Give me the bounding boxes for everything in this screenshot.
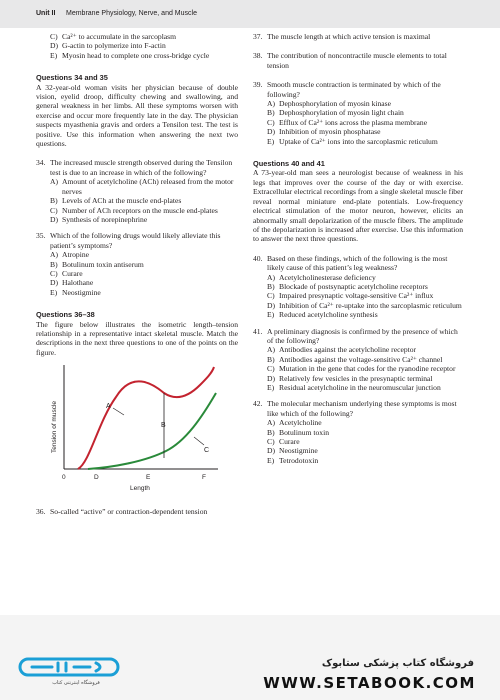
tick-d: D (94, 474, 99, 482)
tick-0: 0 (62, 474, 66, 482)
question-34: 34. The increased muscle strength observed during the Tensilon test is due to an increase in which of the following? (36, 158, 233, 177)
left-column (36, 32, 238, 517)
curve-a (78, 367, 214, 469)
option: A) Dephosphorylation of myosin kinase (267, 99, 391, 109)
header-title: Membrane Physiology, Nerve, and Muscle (66, 10, 197, 17)
option: C) Efflux of Ca²⁺ ions across the plasma membrane (267, 117, 428, 127)
brand-url-link[interactable]: WWW.SETABOOK.COM (263, 674, 476, 692)
option: C) Ca²⁺ to accumulate in the sarcoplasm (50, 32, 177, 41)
section-heading: Questions 34 and 35 (36, 73, 108, 83)
label-a: A (106, 403, 111, 411)
length-tension-figure (36, 357, 226, 497)
case-paragraph: A 73-year-old man sees a neurologist because of weakness in his legs that improves over the course of the day or with exercise. Extracellular electrical recordings from a single skeletal muscle fiber reveal normal miniature end-plate potentials. Low-frequency electrical stimulation of the motor neuron, however, elicits an abnormally small depolarization of the muscle fibers. The amplitude of the depolarization is increased after exercise. Use this information to answer the next three questions. (253, 168, 463, 244)
section-heading: Questions 36–38 (36, 310, 95, 320)
option: E) Residual acetylcholine in the neuromuscular junction (267, 383, 441, 392)
option: B) Dephosphorylation of myosin light chain (267, 108, 404, 118)
option: A) Acetylcholine (267, 418, 322, 428)
option: B) Levels of ACh at the muscle end-plates (50, 196, 182, 206)
option: D) Inhibition of myosin phosphatase (267, 127, 381, 137)
option: E) Uptake of Ca²⁺ ions into the sarcoplasmic reticulum (267, 136, 438, 146)
x-axis-label: Length (130, 485, 150, 493)
option: C) Mutation in the gene that codes for the ryanodine receptor (267, 364, 456, 374)
option: D) G-actin to polymerize into F-actin (50, 41, 166, 51)
question-36: 36. So-called “active” or contraction-dependent tension (36, 507, 208, 517)
question-40-options (253, 273, 463, 320)
pointer-c (194, 437, 204, 445)
question-35: 35. Which of the following drugs would likely alleviate this patient’s symptoms? (36, 231, 221, 250)
pointer-a (113, 408, 124, 415)
question-38: 38. The contribution of noncontractile muscle elements to total tension (253, 51, 447, 70)
header-unit: Unit II (36, 10, 56, 17)
question-39: 39. Smooth muscle contraction is terminated by which of the following? (253, 80, 441, 99)
running-header (0, 0, 500, 28)
length-tension-diagram (36, 357, 226, 497)
option: A) Acetylcholinesterase deficiency (267, 272, 376, 282)
option: D) Synthesis of norepinephrine (50, 214, 148, 224)
option: A) Atropine (50, 250, 89, 260)
right-column (253, 32, 463, 465)
question-40: 40. Based on these findings, which of the following is the most likely cause of this patient’s leg weakness? (253, 253, 448, 273)
figure-intro-paragraph: The figure below illustrates the isometric length–tension relationship in a representative intact skeletal muscle. Match the descriptions in the next three questions to one of the points on the figure. (36, 319, 238, 357)
y-axis-label: Tension of muscle (51, 401, 58, 454)
option: A) Amount of acetylcholine (ACh) released from the motor nerves (50, 177, 234, 196)
option: D) Inhibition of Ca²⁺ re-uptake into the sarcoplasmic reticulum (267, 300, 462, 310)
case-paragraph: A 32-year-old woman visits her physician because of double vision, eyelid droop, difficulty chewing and swallowing, and general weakness in her limbs. All these symptoms worsen with exercise and occur more frequently late in the day. The physician suspects myasthenia gravis and orders a Tensilon test. The test is positive. Use this information when answering the next two questions. (36, 82, 238, 149)
question-35-options (36, 250, 238, 297)
question-41: 41. A preliminary diagnosis is confirmed by the presence of which of the following? (253, 326, 458, 345)
option: E) Tetrodotoxin (267, 455, 319, 465)
option: C) Impaired presynaptic voltage-sensitive Ca²⁺ influx (267, 291, 434, 301)
option: C) Curare (50, 268, 83, 278)
label-b: B (161, 422, 166, 430)
option: E) Reduced acetylcholine synthesis (267, 310, 378, 320)
tick-f: F (202, 474, 206, 482)
label-c: C (204, 447, 210, 455)
option: B) Botulinum toxin (267, 427, 329, 437)
question-34-options (36, 177, 238, 224)
option: D) Halothane (50, 278, 94, 288)
option: D) Neostigmine (267, 446, 318, 456)
option: D) Relatively few vesicles in the presynaptic terminal (267, 373, 433, 383)
option: B) Antibodies against the voltage-sensitive Ca²⁺ channel (267, 354, 443, 364)
logo-mark-icon (18, 655, 120, 679)
option: E) Myosin head to complete one cross-bridge cycle (50, 50, 210, 60)
question-41-options (253, 345, 463, 392)
option: B) Blockade of postsynaptic acetylcholine receptors (267, 281, 428, 291)
option: B) Botulinum toxin antiserum (50, 259, 144, 269)
logo-tagline: فروشگاه اینترنتی کتاب (52, 680, 100, 686)
section-heading: Questions 40 and 41 (253, 159, 325, 169)
tick-e: E (146, 474, 151, 482)
question-42-options (253, 418, 463, 465)
q33-remaining-options (36, 32, 238, 60)
option: A) Antibodies against the acetylcholine receptor (267, 345, 417, 355)
option: C) Curare (267, 437, 300, 447)
question-37: 37. The muscle length at which active tension is maximal (253, 32, 431, 41)
option: C) Number of ACh receptors on the muscle end-plates (50, 205, 218, 215)
question-39-options (253, 99, 463, 146)
question-42: 42. The molecular mechanism underlying these symptoms is most like which of the following? (253, 399, 457, 418)
brand-name-fa: فروشگاه کتاب پزشکی ستابوک (321, 658, 474, 669)
option: E) Neostigmine (50, 287, 101, 297)
